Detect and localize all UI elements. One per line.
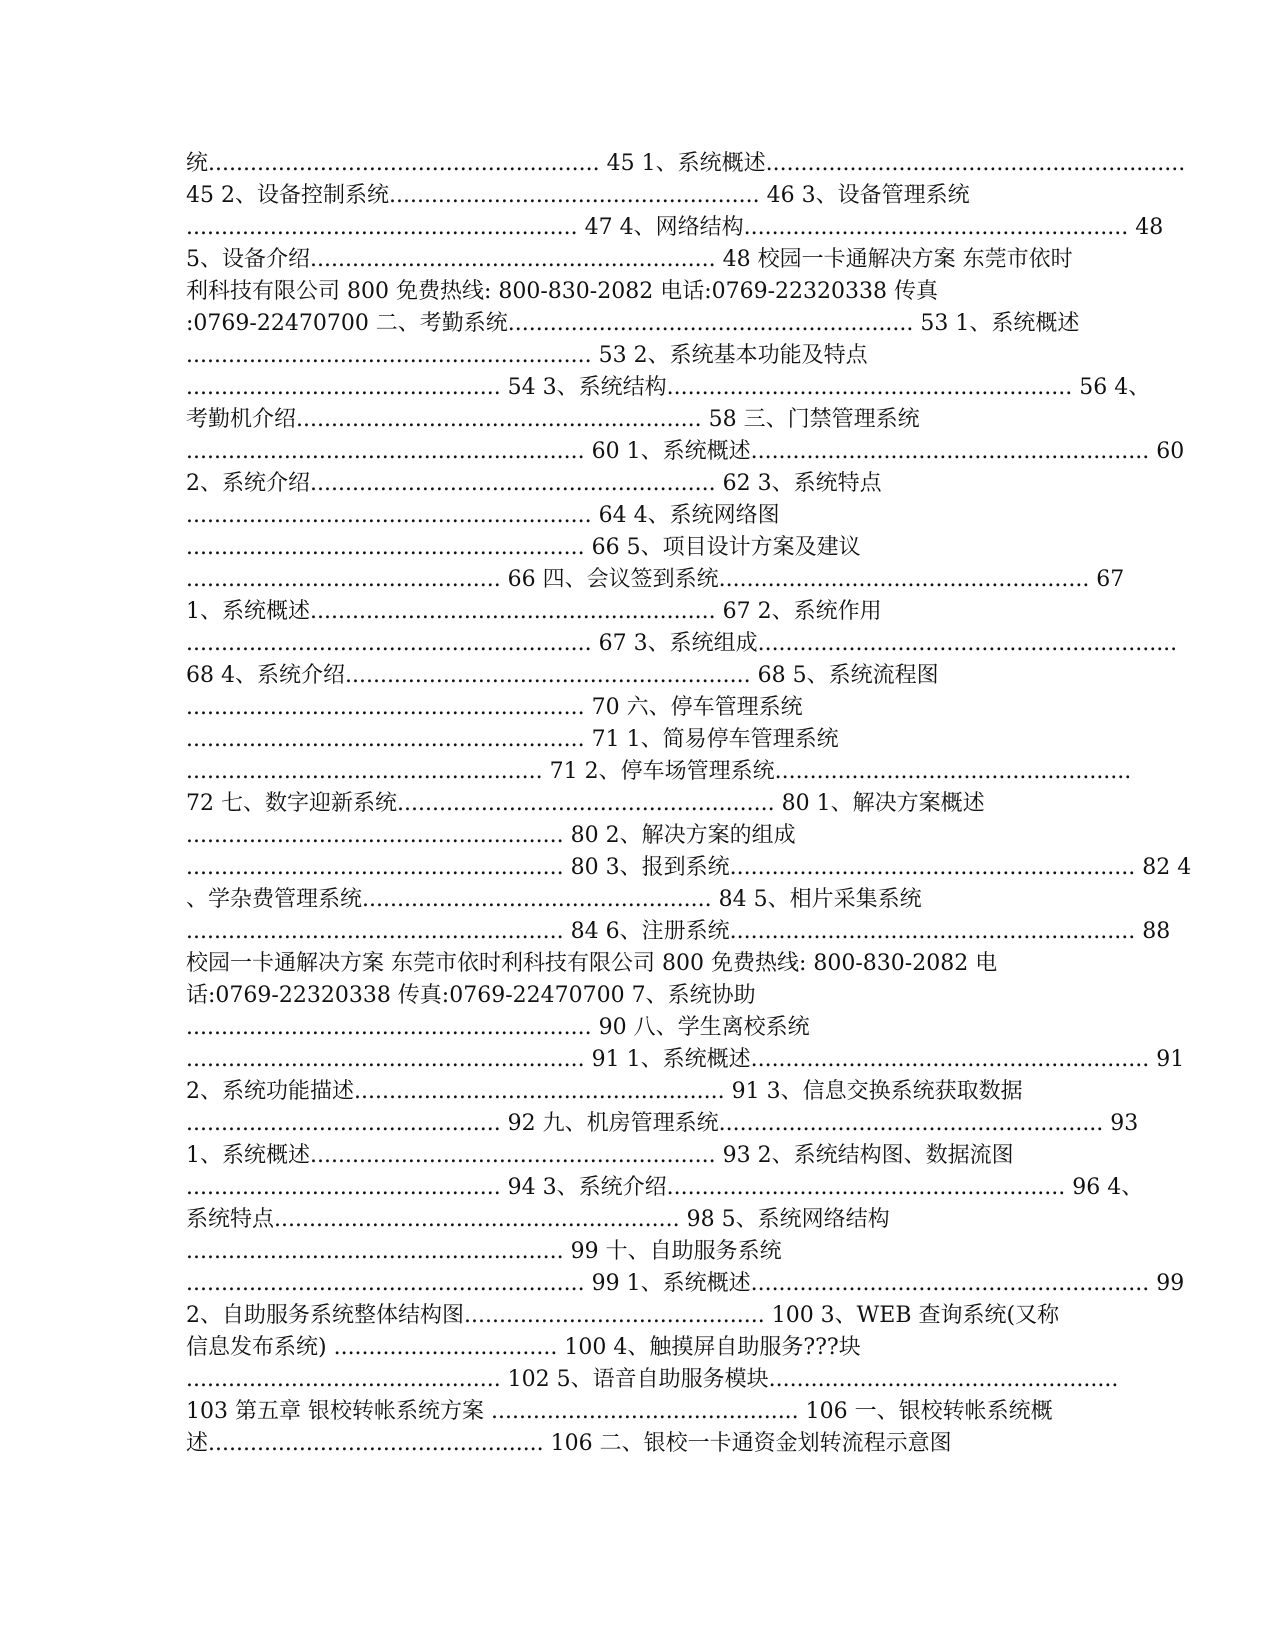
toc-line: ...................................................... 80 3、报到系统.......................................................... 82 4 [186,855,1192,880]
toc-line: 72 七、数字迎新系统...................................................... 80 1、解决方案概述 [186,791,985,816]
toc-line: ......................................................... 60 1、系统概述......................................................... 60 [186,439,1185,464]
toc-line: 利科技有限公司 800 免费热线: 800-830-2082 电话:0769-22320338 传真 [186,279,939,304]
toc-line: 5、设备介绍.......................................................... 48 校园一卡通解决方案 东莞市依时 [186,247,1073,272]
toc-line: 1、系统概述.......................................................... 67 2、系统作用 [186,599,882,624]
toc-line: 2、系统介绍.......................................................... 62 3、系统特点 [186,471,882,496]
toc-line: .......................................................... 53 2、系统基本功能及特点 [186,343,868,368]
toc-line: ......................................................... 99 1、系统概述......................................................... 99 [186,1271,1185,1296]
toc-line: 校园一卡通解决方案 东莞市依时利科技有限公司 800 免费热线: 800-830-2082 电 [186,951,998,976]
toc-line: 45 2、设备控制系统..................................................... 46 3、设备管理系统 [186,183,970,208]
toc-line: 68 4、系统介绍.......................................................... 68 5、系统流程图 [186,663,939,688]
toc-line: 话:0769-22320338 传真:0769-22470700 7、系统协助 [186,983,756,1008]
toc-line: 系统特点.......................................................... 98 5、系统网络结构 [186,1207,890,1232]
toc-line: ............................................. 94 3、系统介绍......................................................... 96 4、 [186,1175,1144,1200]
toc-line: ......................................................... 71 1、简易停车管理系统 [186,727,839,752]
toc-line: ........................................................ 47 4、网络结构....................................................... 48 [186,215,1164,240]
toc-line: .......................................................... 64 4、系统网络图 [186,503,780,528]
toc-line: 2、系统功能描述..................................................... 91 3、信息交换系统获取数据 [186,1079,1023,1104]
toc-line: 述................................................ 106 二、银校一卡通资金划转流程示意图 [186,1431,952,1456]
toc-line: ............................................. 102 5、语音自助服务模块.................................................. [186,1367,1119,1392]
toc-line: 信息发布系统) ................................ 100 4、触摸屏自助服务???块 [186,1335,861,1360]
toc-line: ................................................... 71 2、停车场管理系统................................................... [186,759,1132,784]
toc-line: ............................................. 92 九、机房管理系统....................................................... 93 [186,1111,1139,1136]
toc-line: ......................................................... 91 1、系统概述......................................................... 91 [186,1047,1185,1072]
toc-line: ......................................................... 70 六、停车管理系统 [186,695,803,720]
toc-line: 考勤机介绍.......................................................... 58 三、门禁管理系统 [186,407,920,432]
toc-line: 2、自助服务系统整体结构图........................................... 100 3、WEB 查询系统(又称 [186,1303,1060,1328]
toc-line: 103 第五章 银校转帐系统方案 ............................................ 106 一、银校转帐系统概 [186,1399,1053,1424]
toc-line: 、学杂费管理系统.................................................. 84 5、相片采集系统 [186,887,922,912]
toc-line: .......................................................... 90 八、学生离校系统 [186,1015,810,1040]
toc-line: 统........................................................ 45 1、系统概述............................................................ [186,151,1186,176]
toc-line: 1、系统概述.......................................................... 93 2、系统结构图、数据流图 [186,1143,1014,1168]
toc-line: .......................................................... 67 3、系统组成............................................................ [186,631,1178,656]
toc-line: ...................................................... 80 2、解决方案的组成 [186,823,796,848]
toc-line: ...................................................... 99 十、自助服务系统 [186,1239,782,1264]
toc-text-block [186,148,1192,1460]
toc-line: ......................................................... 66 5、项目设计方案及建议 [186,535,861,560]
toc-line: ............................................. 66 四、会议签到系统..................................................... 67 [186,567,1125,592]
toc-line: :0769-22470700 二、考勤系统.......................................................... 53 1、系统概述 [186,311,1080,336]
toc-line: ...................................................... 84 6、注册系统.......................................................... 88 [186,919,1171,944]
toc-line: ............................................. 54 3、系统结构.......................................................... 56 4、 [186,375,1151,400]
